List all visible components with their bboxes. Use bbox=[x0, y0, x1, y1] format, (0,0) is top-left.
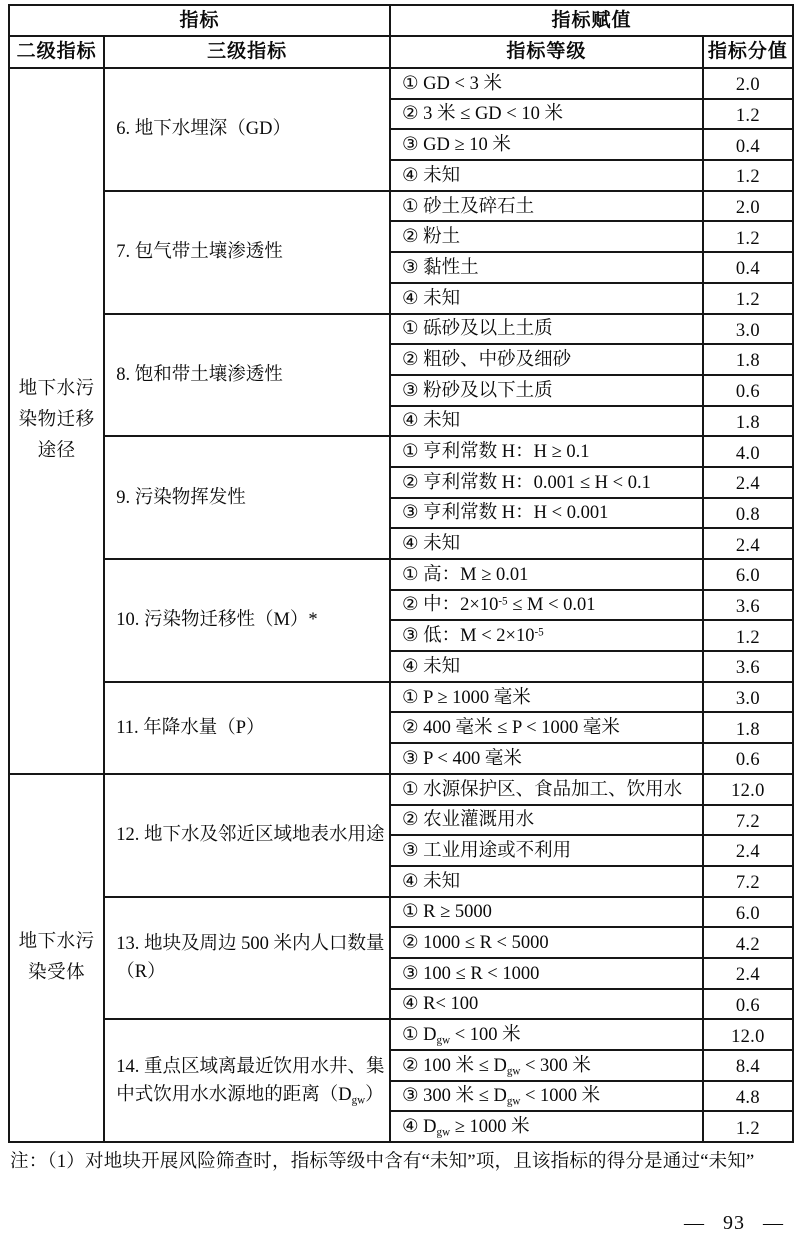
score-cell: 0.4 bbox=[703, 252, 793, 283]
score-cell: 1.2 bbox=[703, 283, 793, 314]
grade-cell: ④ 未知 bbox=[390, 866, 703, 897]
score-cell: 0.6 bbox=[703, 743, 793, 774]
grade-cell: ① 砂土及碎石土 bbox=[390, 191, 703, 222]
table-row bbox=[9, 682, 793, 713]
grade-cell: ① $D_{gw} < 100$ 米 bbox=[390, 1019, 703, 1050]
grade-cell: ③ 300 米 ≤ $D_{gw} < 1000$ 米 bbox=[390, 1081, 703, 1112]
header-indicator-score: 指标分值 bbox=[703, 36, 793, 68]
group-label: 地下水污染受体 bbox=[18, 931, 95, 983]
table-row bbox=[9, 191, 793, 222]
header-assignment: 指标赋值 bbox=[390, 5, 793, 36]
grade-cell: ④ 未知 bbox=[390, 528, 703, 559]
indicator-score-table bbox=[8, 4, 794, 1143]
score-cell: 1.8 bbox=[703, 406, 793, 437]
table-row bbox=[9, 68, 793, 99]
grade-cell: ① 高：M ≥ 0.01 bbox=[390, 559, 703, 590]
score-cell: 0.6 bbox=[703, 375, 793, 406]
score-cell: 1.8 bbox=[703, 344, 793, 375]
score-cell: 12.0 bbox=[703, 774, 793, 805]
score-cell: 7.2 bbox=[703, 866, 793, 897]
score-cell: 3.6 bbox=[703, 651, 793, 682]
grade-cell: ② 中：$2\times 10^{-5} \le M < 0.01$ bbox=[390, 590, 703, 621]
grade-cell: ② 粉土 bbox=[390, 221, 703, 252]
grade-cell: ③ 低：$M < 2\times 10^{-5}$ bbox=[390, 620, 703, 651]
score-cell: 2.0 bbox=[703, 68, 793, 99]
score-cell: 4.2 bbox=[703, 927, 793, 958]
score-cell: 6.0 bbox=[703, 897, 793, 928]
score-cell: 2.0 bbox=[703, 191, 793, 222]
group-label: 地下水污染物迁移途径 bbox=[18, 379, 95, 462]
score-cell: 3.0 bbox=[703, 314, 793, 345]
table-row bbox=[9, 897, 793, 928]
grade-cell: ③ 工业用途或不利用 bbox=[390, 835, 703, 866]
grade-cell: ③ GD ≥ 10 米 bbox=[390, 129, 703, 160]
table-row bbox=[9, 774, 793, 805]
score-cell: 4.8 bbox=[703, 1081, 793, 1112]
score-cell: 0.8 bbox=[703, 498, 793, 529]
score-cell: 0.6 bbox=[703, 989, 793, 1020]
header-indicator-grade: 指标等级 bbox=[390, 36, 703, 68]
indicator-label-cell: 13. 地块及周边 500 米内人口数量 （R） bbox=[104, 897, 390, 1020]
grade-cell: ④ 未知 bbox=[390, 160, 703, 191]
table-row bbox=[9, 559, 793, 590]
score-cell: 1.8 bbox=[703, 712, 793, 743]
grade-cell: ① 水源保护区、食品加工、饮用水 bbox=[390, 774, 703, 805]
score-cell: 12.0 bbox=[703, 1019, 793, 1050]
table-row bbox=[9, 314, 793, 345]
score-cell: 2.4 bbox=[703, 958, 793, 989]
grade-cell: ③ 黏性土 bbox=[390, 252, 703, 283]
header-indicator: 指标 bbox=[9, 5, 390, 36]
grade-cell: ② 3 米 ≤ GD < 10 米 bbox=[390, 99, 703, 130]
score-cell: 2.4 bbox=[703, 528, 793, 559]
score-cell: 1.2 bbox=[703, 221, 793, 252]
grade-cell: ② 100 米 ≤ $D_{gw} < 300$ 米 bbox=[390, 1050, 703, 1081]
grade-cell: ① P ≥ 1000 毫米 bbox=[390, 682, 703, 713]
indicator-label-cell: 11. 年降水量（P） bbox=[104, 682, 390, 774]
group-label-cell bbox=[9, 68, 104, 774]
indicator-label-cell: 7. 包气带土壤渗透性 bbox=[104, 191, 390, 314]
grade-cell: ④ 未知 bbox=[390, 406, 703, 437]
grade-cell: ① 亨利常数 H：H ≥ 0.1 bbox=[390, 436, 703, 467]
grade-cell: ① GD < 3 米 bbox=[390, 68, 703, 99]
score-cell: 2.4 bbox=[703, 467, 793, 498]
indicator-label-cell: 10. 污染物迁移性（M）* bbox=[104, 559, 390, 682]
score-cell: 3.0 bbox=[703, 682, 793, 713]
header-secondary-indicator: 二级指标 bbox=[9, 36, 104, 68]
indicator-label-cell: 12. 地下水及邻近区域地表水用途 bbox=[104, 774, 390, 897]
score-cell: 4.0 bbox=[703, 436, 793, 467]
grade-cell: ④ R< 100 bbox=[390, 989, 703, 1020]
footnote-text: 注：（1）对地块开展风险筛查时，指标等级中含有“未知”项，且该指标的得分是通过“未知” bbox=[10, 1152, 755, 1172]
header-tertiary-indicator: 三级指标 bbox=[104, 36, 390, 68]
indicator-label-cell: 9. 污染物挥发性 bbox=[104, 436, 390, 559]
grade-cell: ① R ≥ 5000 bbox=[390, 897, 703, 928]
grade-cell: ③ 100 ≤ R < 1000 bbox=[390, 958, 703, 989]
score-cell: 1.2 bbox=[703, 99, 793, 130]
score-cell: 1.2 bbox=[703, 620, 793, 651]
indicator-label-cell: 14. 重点区域离最近饮用水井、集 中式饮用水水源地的距离$(D_{gw})$ bbox=[104, 1019, 390, 1142]
grade-cell: ② 1000 ≤ R < 5000 bbox=[390, 927, 703, 958]
score-cell: 2.4 bbox=[703, 835, 793, 866]
grade-cell: ① 砾砂及以上土质 bbox=[390, 314, 703, 345]
grade-cell: ② 400 毫米 ≤ P < 1000 毫米 bbox=[390, 712, 703, 743]
score-cell: 1.2 bbox=[703, 1111, 793, 1142]
grade-cell: ④ 未知 bbox=[390, 283, 703, 314]
score-cell: 7.2 bbox=[703, 805, 793, 836]
grade-cell: ③ 亨利常数 H：H < 0.001 bbox=[390, 498, 703, 529]
group-label-cell bbox=[9, 774, 104, 1142]
grade-cell: ④ 未知 bbox=[390, 651, 703, 682]
score-cell: 0.4 bbox=[703, 129, 793, 160]
page-number: — 93 — bbox=[684, 1212, 784, 1234]
indicator-label-cell: 6. 地下水埋深（GD） bbox=[104, 68, 390, 191]
table-row bbox=[9, 1019, 793, 1050]
grade-cell: ② 亨利常数 H：0.001 ≤ H < 0.1 bbox=[390, 467, 703, 498]
grade-cell: ② 粗砂、中砂及细砂 bbox=[390, 344, 703, 375]
grade-cell: ③ 粉砂及以下土质 bbox=[390, 375, 703, 406]
score-cell: 6.0 bbox=[703, 559, 793, 590]
score-cell: 8.4 bbox=[703, 1050, 793, 1081]
grade-cell: ② 农业灌溉用水 bbox=[390, 805, 703, 836]
score-cell: 1.2 bbox=[703, 160, 793, 191]
indicator-label-cell: 8. 饱和带土壤渗透性 bbox=[104, 314, 390, 437]
score-cell: 3.6 bbox=[703, 590, 793, 621]
table-row bbox=[9, 436, 793, 467]
grade-cell: ④ $D_{gw} \ge 1000$ 米 bbox=[390, 1111, 703, 1142]
grade-cell: ③ P < 400 毫米 bbox=[390, 743, 703, 774]
